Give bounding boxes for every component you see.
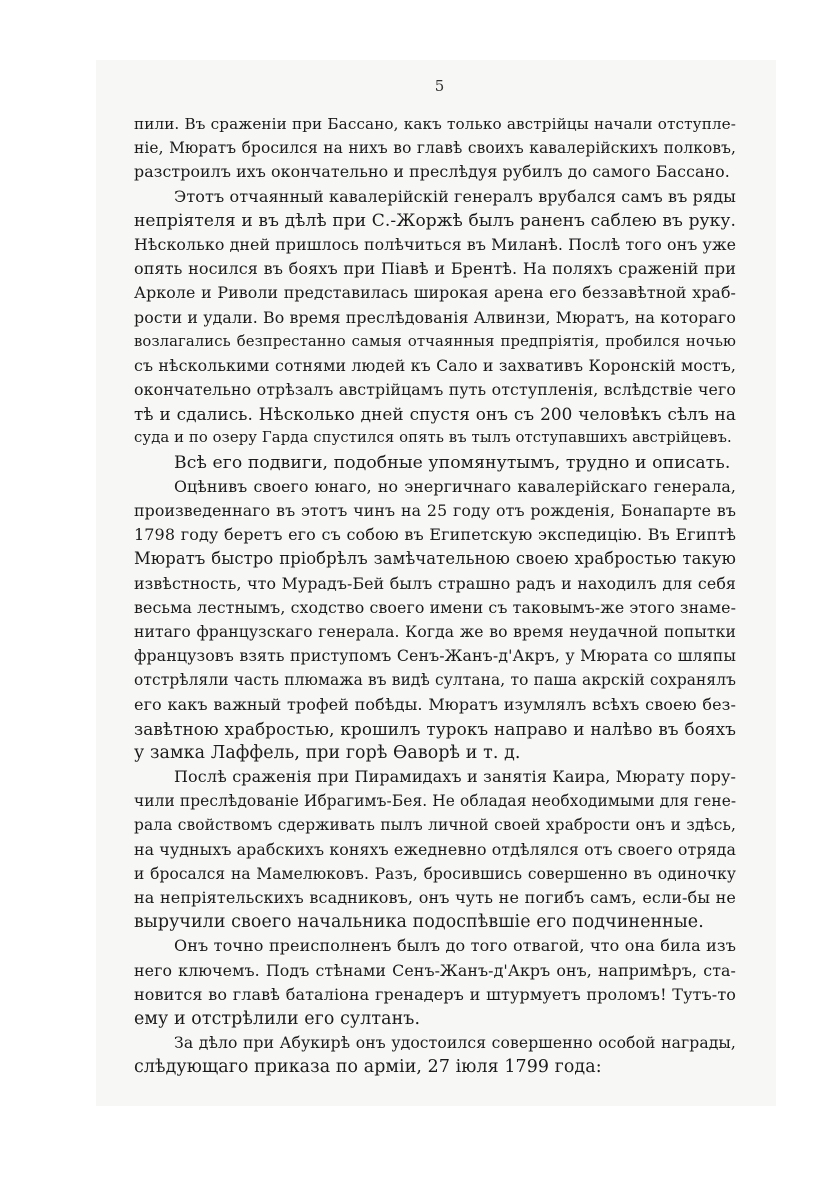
text-line: чили преслѣдованіе Ибрагимъ-Бея. Не обладая необходимыми для гене- bbox=[134, 792, 737, 811]
text-line: французовъ взять приступомъ Сенъ-Жанъ-д'Акръ, у Мюрата со шляпы bbox=[134, 646, 736, 666]
text-line: слѣдующаго приказа по арміи, 27 іюля 1799 года: bbox=[134, 1057, 602, 1078]
text-line: нитаго французскаго генерала. Когда же во время неудачной попытки bbox=[134, 622, 736, 641]
text-line: выручили своего начальника подоспѣвшіе его подчиненные. bbox=[134, 912, 704, 933]
text-line: ніе, Мюратъ бросился на нихъ во главѣ своихъ кавалерійскихъ полковъ, bbox=[134, 139, 736, 158]
text-line: Оцѣнивъ своего юнаго, но энергичнаго кавалерійскаго генерала, bbox=[174, 476, 736, 496]
text-line: Арколе и Риволи представилась широкая арена его беззавѣтной храб- bbox=[134, 283, 736, 303]
text-line: у замка Лаффель, при горѣ Ѳаворѣ и т. д. bbox=[134, 742, 521, 763]
text-line: Онъ точно преисполненъ былъ до того отвагой, что она била изъ bbox=[174, 936, 736, 956]
text-line: рала свойствомъ сдерживать пылъ личной своей храбрости онъ и здѣсь, bbox=[134, 816, 736, 835]
text-line: на непріятельскихъ всадниковъ, онъ чуть не погибъ самъ, если-бы не bbox=[134, 888, 736, 907]
page-number: 5 bbox=[434, 77, 445, 95]
text-line: непріятеля и въ дѣлѣ при С.-Жоржѣ былъ раненъ саблею въ руку. bbox=[134, 210, 736, 231]
text-line: Этотъ отчаянный кавалерійскій генералъ врубался самъ въ ряды bbox=[174, 186, 736, 206]
text-line: рости и удали. Во время преслѣдованія Алвинзи, Мюратъ, на котораго bbox=[134, 307, 736, 327]
text-line: возлагались безпрестанно самыя отчаянныя предпріятія, пробился ночью bbox=[134, 332, 736, 350]
text-line: окончательно отрѣзалъ австрійцамъ путь отступленія, вслѣдствіе чего bbox=[134, 380, 736, 400]
text-line: Нѣсколько дней пришлось полѣчиться въ Миланѣ. Послѣ того онъ уже bbox=[134, 234, 737, 254]
text-line: новится во главѣ баталіона гренадеръ и штурмуетъ проломъ! Тутъ-то bbox=[134, 984, 736, 1004]
text-line: 1798 году беретъ его съ собою въ Египетскую экспедицію. Въ Египтѣ bbox=[134, 525, 736, 545]
text-line: извѣстность, что Мурадъ-Бей былъ страшно радъ и находилъ для себя bbox=[134, 573, 736, 593]
text-line: завѣтною храбростью, крошилъ турокъ направо и налѣво въ бояхъ bbox=[134, 718, 736, 739]
text-line: отстрѣляли часть плюмажа въ видѣ султана, то паша акрскій сохранялъ bbox=[134, 671, 736, 690]
text-line: суда и по озеру Гарда спустился опять въ тылъ отступавшихъ австрійцевъ. bbox=[134, 429, 732, 447]
text-line: весьма лестнымъ, сходство своего имени съ таковымъ-же этого знаме- bbox=[134, 597, 737, 617]
text-line: съ нѣсколькими сотнями людей къ Сало и захвативъ Коронскій мостъ, bbox=[134, 355, 736, 375]
text-line: его какъ важный трофей побѣды. Мюратъ изумлялъ всѣхъ своею без- bbox=[134, 694, 736, 714]
text-line: Мюратъ быстро пріобрѣлъ замѣчательною своею храбростью такую bbox=[134, 549, 736, 569]
text-line: него ключемъ. Подъ стѣнами Сенъ-Жанъ-д'Акръ онъ, напримѣръ, ста- bbox=[134, 960, 736, 980]
text-line: пили. Въ сраженіи при Бассано, какъ только австрійцы начали отступле- bbox=[134, 115, 736, 133]
text-line: За дѣло при Абукирѣ онъ удостоился совершенно особой награды, bbox=[174, 1034, 736, 1053]
text-line: Послѣ сраженія при Пирамидахъ и занятія Каира, Мюрату пору- bbox=[174, 767, 736, 787]
text-line: ему и отстрѣлили его султанъ. bbox=[134, 1008, 421, 1029]
text-line: тѣ и сдались. Нѣсколько дней спустя онъ съ 200 человѣкъ сѣлъ на bbox=[134, 404, 736, 425]
text-line: Всѣ его подвиги, подобные упомянутымъ, трудно и описать. bbox=[174, 452, 731, 473]
text-line: разстроилъ ихъ окончательно и преслѣдуя рубилъ до самого Бассано. bbox=[134, 162, 730, 182]
body-text bbox=[134, 112, 736, 1080]
text-line: опять носился въ бояхъ при Піавѣ и Брентѣ. На поляхъ сраженій при bbox=[134, 259, 736, 279]
text-line: и бросался на Мамелюковъ. Разъ, бросившись совершенно въ одиночку bbox=[134, 864, 736, 883]
text-line: произведеннаго въ этотъ чинъ на 25 году отъ рожденія, Бонапарте въ bbox=[134, 501, 736, 520]
text-line: на чудныхъ арабскихъ коняхъ ежедневно отдѣлялся отъ своего отряда bbox=[134, 839, 736, 859]
